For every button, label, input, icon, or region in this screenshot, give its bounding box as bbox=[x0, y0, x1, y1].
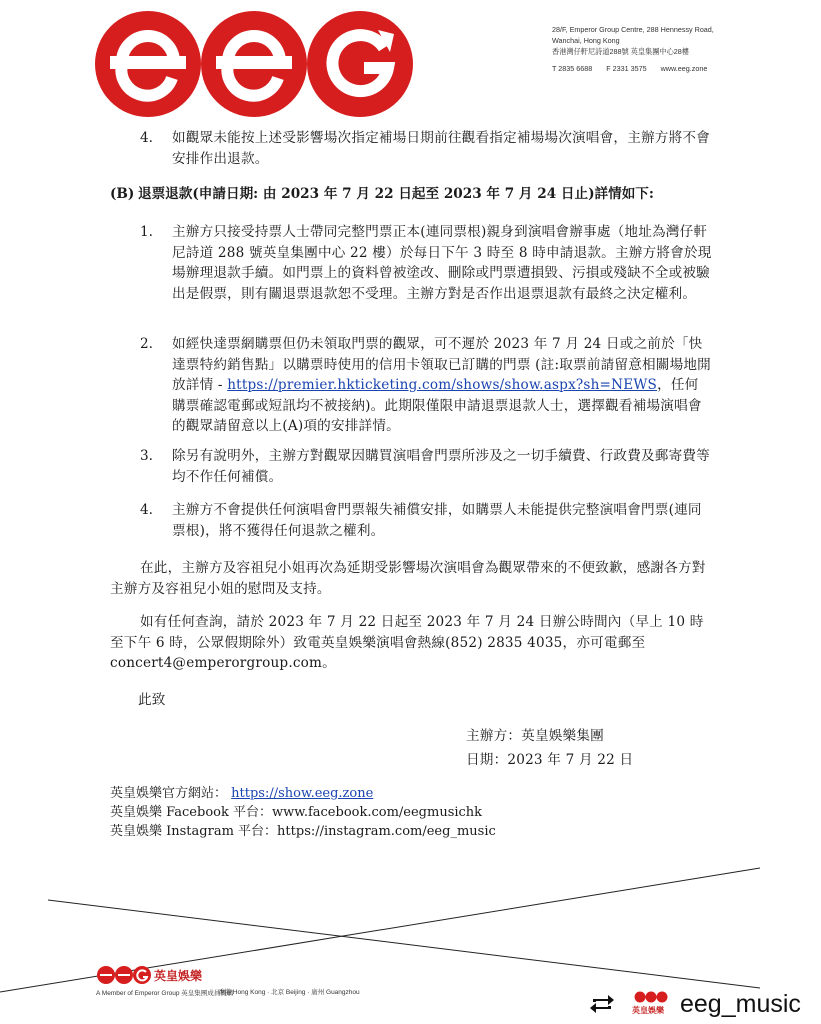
facebook-link[interactable]: www.facebook.com/eegmusichk bbox=[271, 805, 483, 820]
section-a-item-4: 如觀眾未能按上述受影響場次指定補場日期前往觀看指定補場場次演唱會，主辦方將不會安排作出退款。 bbox=[172, 130, 710, 167]
instagram-handle[interactable]: eeg_music bbox=[680, 990, 801, 1018]
organizer-signature: 主辦方：英皇娛樂集團 bbox=[466, 728, 604, 744]
item-number: 1. bbox=[140, 224, 153, 240]
website-label: 英皇娛樂官方網站： bbox=[110, 786, 228, 801]
instagram-link[interactable]: https://instagram.com/eeg_music bbox=[277, 824, 496, 839]
section-b-item-4: 主辦方不會提供任何演唱會門票報失補償安排，如購票人未能提供完整演唱會門票(連同票根)，將不獲得任何退款之權利。 bbox=[172, 502, 702, 539]
item-number: 4. bbox=[140, 502, 153, 518]
salutation: 此致 bbox=[138, 692, 166, 708]
repost-icon bbox=[588, 990, 616, 1018]
address-line: Wanchai, Hong Kong bbox=[552, 36, 620, 45]
letter-date: 日期：2023 年 7 月 22 日 bbox=[466, 752, 634, 768]
phone-number: T 2835 6688 bbox=[552, 64, 593, 73]
contact-line bbox=[552, 63, 719, 74]
company-address bbox=[552, 24, 719, 74]
address-line: 28/F, Emperor Group Centre, 288 Hennessy Road, bbox=[552, 25, 714, 34]
instagram-row bbox=[110, 822, 496, 841]
section-b-heading: 退票退款(申請日期: 由 2023 年 7 月 22 日起至 2023 年 7 月 24 日止)詳情如下: bbox=[138, 186, 654, 202]
repost-brand-cn: 英皇娛樂 bbox=[632, 1006, 664, 1015]
logo-circle-e1 bbox=[95, 11, 201, 117]
item-number: 3. bbox=[140, 448, 153, 464]
section-b-item-3: 除另有說明外，主辦方對觀眾因購買演唱會門票所涉及之一切手續費、行政費及郵寄費等均不作任何補償。 bbox=[172, 448, 710, 485]
facebook-label: 英皇娛樂 Facebook 平台： bbox=[110, 805, 272, 820]
footer-eeg-logo bbox=[96, 965, 152, 985]
footer-cities: 香港 Hong Kong · 北京 Beijing · 廣州 Guangzhou bbox=[218, 989, 360, 996]
website-link[interactable]: https://show.eeg.zone bbox=[231, 786, 374, 801]
fax-number: F 2331 3575 bbox=[606, 64, 647, 73]
facebook-row bbox=[110, 803, 482, 822]
footer-member-text: A Member of Emperor Group 英皇集團成員機構 bbox=[96, 990, 234, 997]
eeg-logo bbox=[92, 8, 422, 120]
section-b-label: (B) bbox=[110, 186, 135, 202]
item-2-text-after: ，任何購票確認電郵或短訊均不被接納)。此期限僅限申請退票退款人士，選擇觀看補場演唱會的觀眾請留意以上(A)項的安排詳情。 bbox=[172, 377, 702, 434]
section-b-item-1: 主辦方只接受持票人士帶同完整門票正本(連同票根)親身到演唱會辦事處（地址為灣仔軒尼詩道 288 號英皇集團中心 22 樓）於每日下午 3 時至 8 時申請退款。主辦方將會於現場辦理退款手續。如門票上的資料曾被塗改、刪除或門票遭損毀、污損或殘缺不全或被驗出是假票，則有關退票退款恕不受理。主辦方對是否作出退票退款有最終之決定權利。 bbox=[172, 224, 712, 302]
item-number: 4. bbox=[140, 130, 153, 146]
website-text[interactable]: www.eeg.zone bbox=[660, 64, 708, 73]
website-row bbox=[110, 784, 373, 803]
section-b-item-2 bbox=[172, 334, 712, 437]
item-2-text-before: 如經快達票網購票但仍未領取門票的觀眾，可不遲於 2023 年 7 月 24 日或之前於「快達票特約銷售點」以購票時使用的信用卡領取已訂購的門票 (註:取票前請留意相關場地開放詳情 - bbox=[172, 336, 711, 393]
apology-paragraph: 在此，主辦方及容祖兒小姐再次為延期受影響場次演唱會為觀眾帶來的不便致歉，感謝各方對主辦方及容祖兒小姐的慰問及支持。 bbox=[110, 560, 706, 597]
hkticketing-link[interactable]: https://premier.hkticketing.com/shows/show.aspx?sh=NEWS bbox=[227, 377, 658, 393]
instagram-label: 英皇娛樂 Instagram 平台： bbox=[110, 824, 278, 839]
item-number: 2. bbox=[140, 336, 153, 352]
footer-brand-cn: 英皇娛樂 bbox=[154, 969, 203, 983]
logo-circle-e2 bbox=[201, 11, 307, 117]
address-line-cn: 香港灣仔軒尼詩道288號 英皇集團中心28樓 bbox=[552, 47, 689, 56]
enquiry-paragraph: 如有任何查詢，請於 2023 年 7 月 22 日起至 2023 年 7 月 24 日辦公時間內（早上 10 時至下午 6 時，公眾假期除外）致電英皇娛樂演唱會熱線(852) 2835 4035，亦可電郵至 concert4@emperorgroup.com。 bbox=[110, 614, 704, 671]
logo-circle-g bbox=[307, 11, 413, 117]
repost-eeg-logo bbox=[634, 990, 668, 1004]
